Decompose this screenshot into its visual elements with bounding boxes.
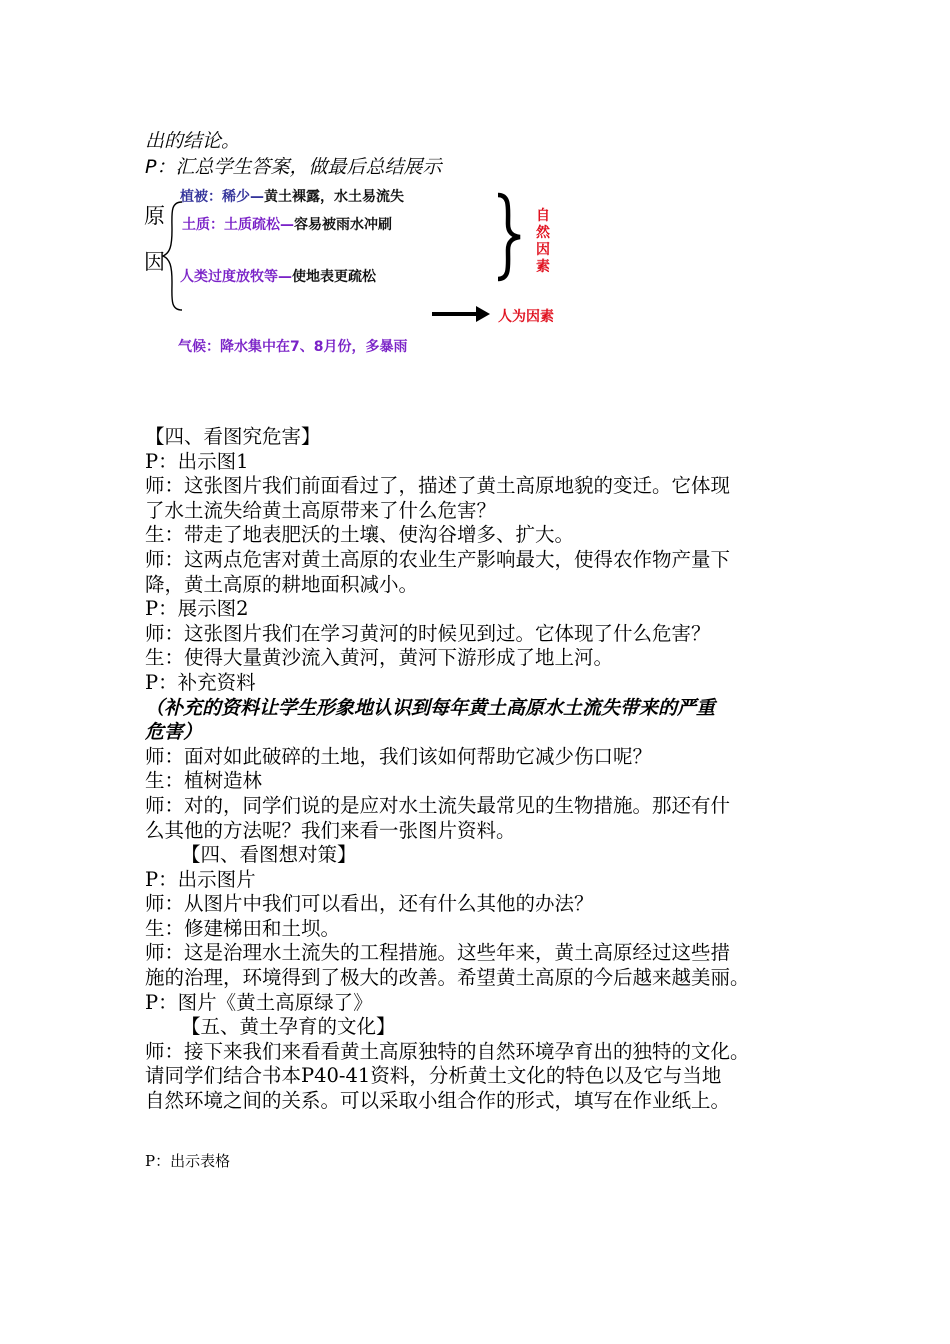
- body-line: 降，黄土高原的耕地面积减小。: [145, 572, 419, 596]
- vegetation-label: 植被：稀少—: [180, 189, 264, 205]
- header-line-1: 出的结论。: [145, 130, 241, 152]
- cause-row-vegetation: [180, 186, 404, 206]
- body-line: 师：这张图片我们前面看过了，描述了黄土高原地貌的变迁。它体现: [145, 474, 731, 498]
- human-factors-label: 人为因素: [498, 309, 554, 325]
- body-line: 了水土流失给黄土高原带来了什么危害？: [145, 498, 497, 522]
- body-line: P：图片《黄土高原绿了》: [145, 990, 373, 1014]
- body-line: P：出示图片: [145, 867, 256, 891]
- arrow-right-icon: [432, 304, 490, 324]
- body-line: 师：从图片中我们可以看出，还有什么其他的办法？: [145, 892, 594, 916]
- body-line: 师：这张图片我们在学习黄河的时候见到过。它体现了什么危害？: [145, 621, 711, 645]
- soil-effect: 容易被雨水冲刷: [294, 217, 392, 233]
- human-label: 人类过度放牧等—: [180, 269, 292, 285]
- body-line: 生：带走了地表肥沃的土壤、使沟谷增多、扩大。: [145, 523, 575, 547]
- body-line: 自然环境之间的关系。可以采取小组合作的形式，填写在作业纸上。: [145, 1089, 731, 1113]
- natural-factors-label: [536, 208, 550, 276]
- body-line: 生：修建梯田和土坝。: [145, 916, 341, 940]
- footer-line: P：出示表格: [145, 1152, 231, 1170]
- body-line: 生：使得大量黄沙流入黄河，黄河下游形成了地上河。: [145, 646, 614, 670]
- soil-label: 土质：土质疏松—: [182, 217, 294, 233]
- body-line: P：出示图1: [145, 449, 249, 473]
- natural-char-2: 然: [536, 225, 550, 241]
- body-line: 师：这是治理水土流失的工程措施。这些年来，黄土高原经过这些措: [145, 941, 731, 965]
- lesson-body: [145, 425, 825, 1114]
- body-line: P：展示图2: [145, 597, 249, 621]
- body-line: 么其他的方法呢？我们来看一张图片资料。: [145, 818, 516, 842]
- cause-label-char-1: 原: [144, 204, 165, 228]
- cause-label-char-2: 因: [144, 250, 165, 274]
- natural-char-4: 素: [536, 259, 550, 275]
- note-line: （补充的资料让学生形象地认识到每年黄土高原水土流失带来的严重: [145, 696, 716, 719]
- cause-row-human: [180, 266, 376, 286]
- body-line: 请同学们结合书本P40-41资料，分析黄土文化的特色以及它与当地: [145, 1064, 722, 1088]
- natural-char-1: 自: [536, 208, 550, 224]
- body-line: 生：植树造林: [145, 769, 263, 793]
- vegetation-effect: 黄土裸露，水土易流失: [264, 189, 404, 205]
- human-effect: 使地表更疏松: [292, 269, 376, 285]
- note-line: 危害）: [145, 721, 203, 744]
- body-line: 师：接下来我们来看看黄土高原独特的自然环境孕育出的独特的文化。: [145, 1039, 750, 1063]
- body-line: P：补充资料: [145, 670, 256, 694]
- header-line-2: P：汇总学生答案，做最后总结展示: [145, 156, 442, 178]
- cause-row-climate: 气候：降水集中在7、8月份，多暴雨: [178, 339, 408, 355]
- body-line: 施的治理，环境得到了极大的改善。希望黄土高原的今后越来越美丽。: [145, 966, 750, 990]
- body-line: 师：面对如此破碎的土地，我们该如何帮助它减少伤口呢？: [145, 744, 653, 768]
- section-heading-culture: 【五、黄土孕育的文化】: [181, 1015, 396, 1039]
- section-heading-hazards: 【四、看图究危害】: [145, 425, 321, 448]
- cause-row-soil: [182, 214, 392, 234]
- body-line: 师：这两点危害对黄土高原的农业生产影响最大，使得农作物产量下: [145, 547, 731, 571]
- section-heading-measures: 【四、看图想对策】: [181, 843, 357, 867]
- right-brace-icon: [494, 192, 524, 282]
- body-line: 师：对的，同学们说的是应对水土流失最常见的生物措施。那还有什: [145, 793, 731, 817]
- natural-char-3: 因: [536, 242, 550, 258]
